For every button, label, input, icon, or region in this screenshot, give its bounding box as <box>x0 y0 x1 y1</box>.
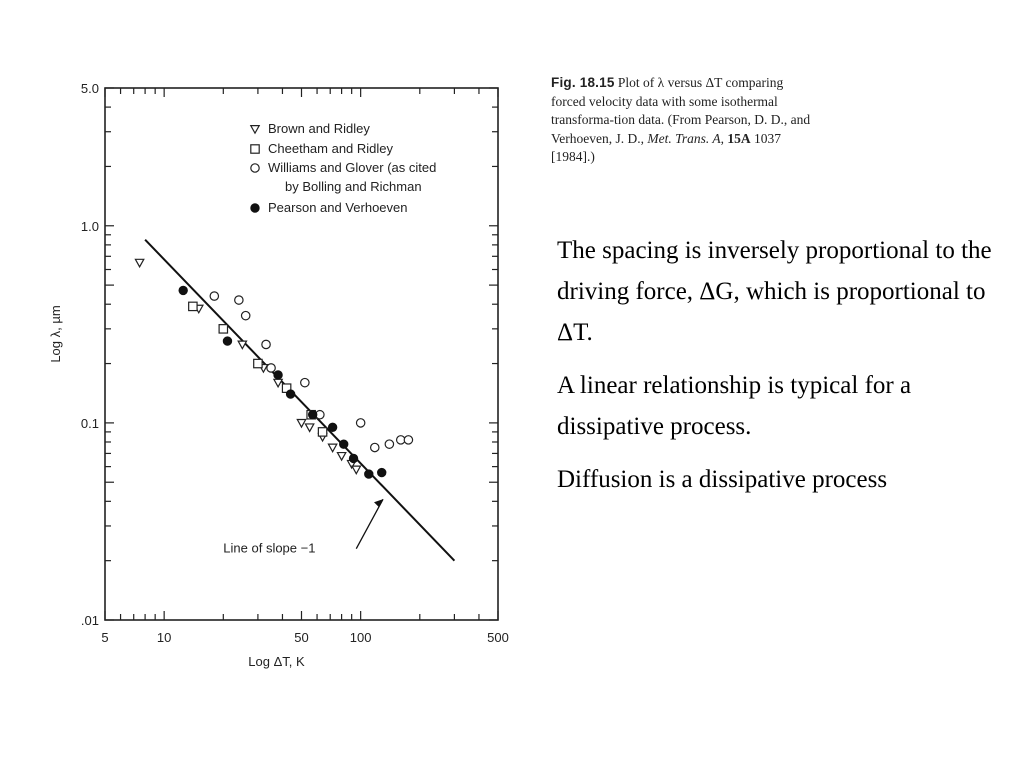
data-point <box>189 302 197 310</box>
caption-text-3: 1037 [1984].) <box>551 130 781 165</box>
data-points <box>135 259 412 478</box>
y-tick-label: 0.1 <box>80 415 99 431</box>
data-point <box>378 468 386 476</box>
reference-line-layer <box>145 240 454 561</box>
legend-marker <box>251 126 259 134</box>
data-point <box>337 453 345 461</box>
data-point <box>254 359 262 367</box>
slope-line-label: Line of slope −1 <box>223 540 316 556</box>
data-point <box>219 325 227 333</box>
note-paragraph: Diffusion is a dissipative process <box>557 466 888 493</box>
data-point <box>301 378 309 386</box>
slope-line-arrowhead <box>374 499 383 507</box>
x-tick-label: 5 <box>101 630 109 645</box>
data-point <box>179 286 187 294</box>
x-tick-label: 50 <box>294 630 309 645</box>
slide-notes <box>557 230 1007 512</box>
caption-text-2: , <box>720 130 728 146</box>
caption-text-1: Plot of λ versus ΔT comparing forced velocity data with some isothermal transforma-tion data. (From Pearson, D. D., and Verhoeven, J. D., <box>551 75 811 146</box>
data-point <box>308 411 316 419</box>
data-point <box>235 296 243 304</box>
data-point <box>286 390 294 398</box>
data-point <box>262 340 270 348</box>
data-point <box>340 440 348 448</box>
data-point <box>223 337 231 345</box>
data-point <box>404 436 412 444</box>
y-tick-label: 5.0 <box>80 81 99 96</box>
legend-marker <box>251 145 259 153</box>
data-point <box>210 292 218 300</box>
legend-marker <box>251 164 259 172</box>
data-point <box>135 259 143 267</box>
data-point <box>318 428 326 436</box>
legend-label: Brown and Ridley <box>268 121 370 136</box>
y-tick-label: .01 <box>80 613 99 628</box>
note-paragraph: A linear relationship is typical for a dissipative process. <box>557 372 912 440</box>
caption-volume: 15A <box>727 130 751 146</box>
data-point <box>328 423 336 431</box>
slope-line <box>145 240 454 561</box>
data-point <box>274 371 282 379</box>
data-point <box>356 419 364 427</box>
figure-number: Fig. 18.15 <box>551 75 615 90</box>
data-point <box>297 420 305 428</box>
figure-caption <box>551 74 821 167</box>
x-tick-label: 100 <box>349 630 372 645</box>
legend-marker <box>251 204 259 212</box>
legend <box>251 121 437 215</box>
legend-label-continuation: by Bolling and Richman <box>285 179 422 194</box>
legend-label: Cheetham and Ridley <box>268 141 394 156</box>
y-axis-label: Log λ, µm <box>48 305 63 363</box>
y-tick-label: 1.0 <box>80 218 99 234</box>
data-point <box>305 424 313 432</box>
legend-label: Williams and Glover (as cited <box>268 160 437 175</box>
legend-label: Pearson and Verhoeven <box>268 200 408 215</box>
data-point <box>371 443 379 451</box>
x-tick-label: 500 <box>487 630 509 645</box>
data-point <box>267 364 275 372</box>
note-paragraph: The spacing is inversely proportional to the driving force, ΔG, which is proportional to ΔT. <box>557 237 992 346</box>
x-axis-label: Log ΔT, K <box>248 654 305 669</box>
data-point <box>385 440 393 448</box>
data-point <box>352 466 360 474</box>
data-point <box>274 379 282 387</box>
data-point <box>241 311 249 319</box>
data-point <box>349 454 357 462</box>
x-tick-label: 10 <box>156 630 172 645</box>
data-point <box>365 470 373 478</box>
caption-journal: Met. Trans. A <box>647 130 721 146</box>
data-point <box>328 444 336 452</box>
